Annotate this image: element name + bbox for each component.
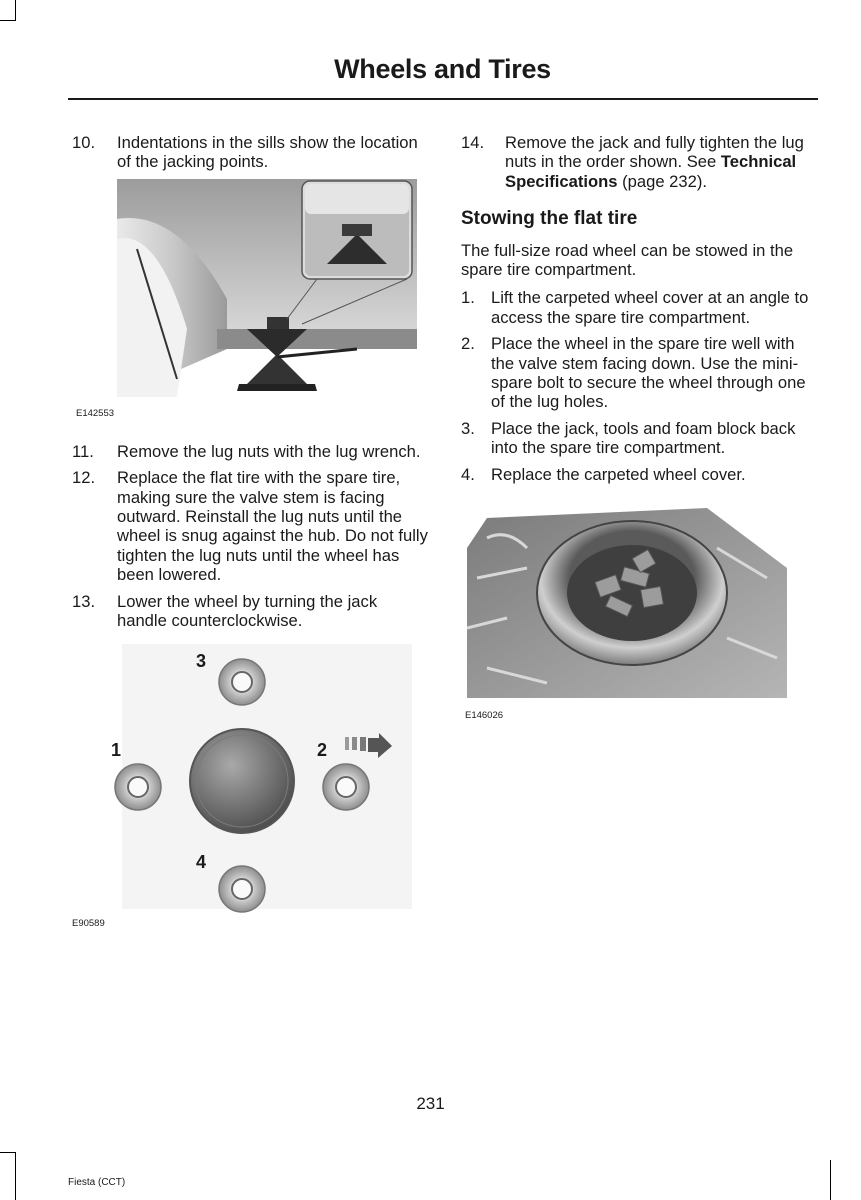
right-column [461,133,817,738]
step-14 [461,133,817,191]
title-rule [68,98,818,100]
step-number: 1. [461,288,475,308]
step-number: 2. [461,334,475,354]
step-number: 12. [72,468,96,488]
figure-code: E90589 [72,918,105,930]
crop-mark [15,1152,16,1200]
left-column [72,133,428,934]
step-11 [72,442,428,461]
step-number: 3. [461,418,475,438]
crop-mark [15,0,16,20]
step-number: 14. [461,133,485,152]
steps-group [72,442,428,631]
jacking-point-figure [72,179,428,424]
step-number: 11. [72,441,94,461]
step-12 [72,468,428,584]
stow-step-3 [461,419,817,458]
step-text-part: Remove the jack and fully tighten the lug nuts in the order shown. See [505,133,804,172]
stow-step-4 [461,465,817,484]
technical-specifications-link[interactable]: Technical Specifications [505,152,797,191]
lug-label-4: 4 [196,852,207,873]
lug-label-2: 2 [317,740,328,761]
step-text: Place the jack, tools and foam block back into the spare tire compartment. [491,418,796,458]
crop-mark [0,20,16,21]
step-text-part: (page 232). [617,171,707,191]
figure-code: E142553 [76,407,115,419]
stow-step-2 [461,334,817,412]
intro-paragraph: The full-size road wheel can be stowed in the spare tire compartment. [461,240,794,280]
jacking-point-illustration [117,179,417,397]
page-title: Wheels and Tires [334,54,551,84]
step-text: Place the wheel in the spare tire well with the valve stem facing down. Use the mini-spare bolt to secure the wheel through one of the lug holes. [491,334,806,412]
step-text: Replace the carpeted wheel cover. [491,464,746,484]
step-number: 13. [72,591,96,611]
step-text: Lower the wheel by turning the jack handle counterclockwise. [117,591,378,631]
crop-mark [0,1152,16,1153]
section-heading: Stowing the flat tire [461,208,638,230]
step-text: Indentations in the sills show the location of the jacking points. [117,133,418,172]
step-number: 4. [461,464,475,484]
spare-tire-compartment-figure [461,508,817,738]
lug-nut-2 [323,764,369,810]
footer-model: Fiesta (CCT) [68,1177,126,1188]
lug-label-3: 3 [196,651,207,672]
step-10 [72,133,428,172]
crop-mark [830,1160,831,1200]
lug-nut-order-figure [72,644,428,934]
lug-nut-4 [219,866,265,912]
step-text: Replace the flat tire with the spare tire, making sure the valve stem is facing outward. Reinstall the lug nuts until the wheel is snug against the hub. Do not fully tighten the lug nuts until the wheel has been lowered. [117,468,428,585]
lug-nut-1 [115,764,161,810]
page-number: 231 [416,1094,445,1113]
stow-step-1 [461,288,817,327]
spare-tire-illustration [467,508,787,698]
step-text [505,133,817,191]
lug-label-1: 1 [111,740,122,761]
step-text: Lift the carpeted wheel cover at an angle to access the spare tire compartment. [491,288,809,327]
step-text: Remove the lug nuts with the lug wrench. [117,441,421,461]
lug-nut-diagram [102,644,422,919]
lug-nut-3 [219,659,265,705]
step-13 [72,592,428,631]
step-number: 10. [72,133,96,152]
figure-code: E146026 [465,710,504,722]
